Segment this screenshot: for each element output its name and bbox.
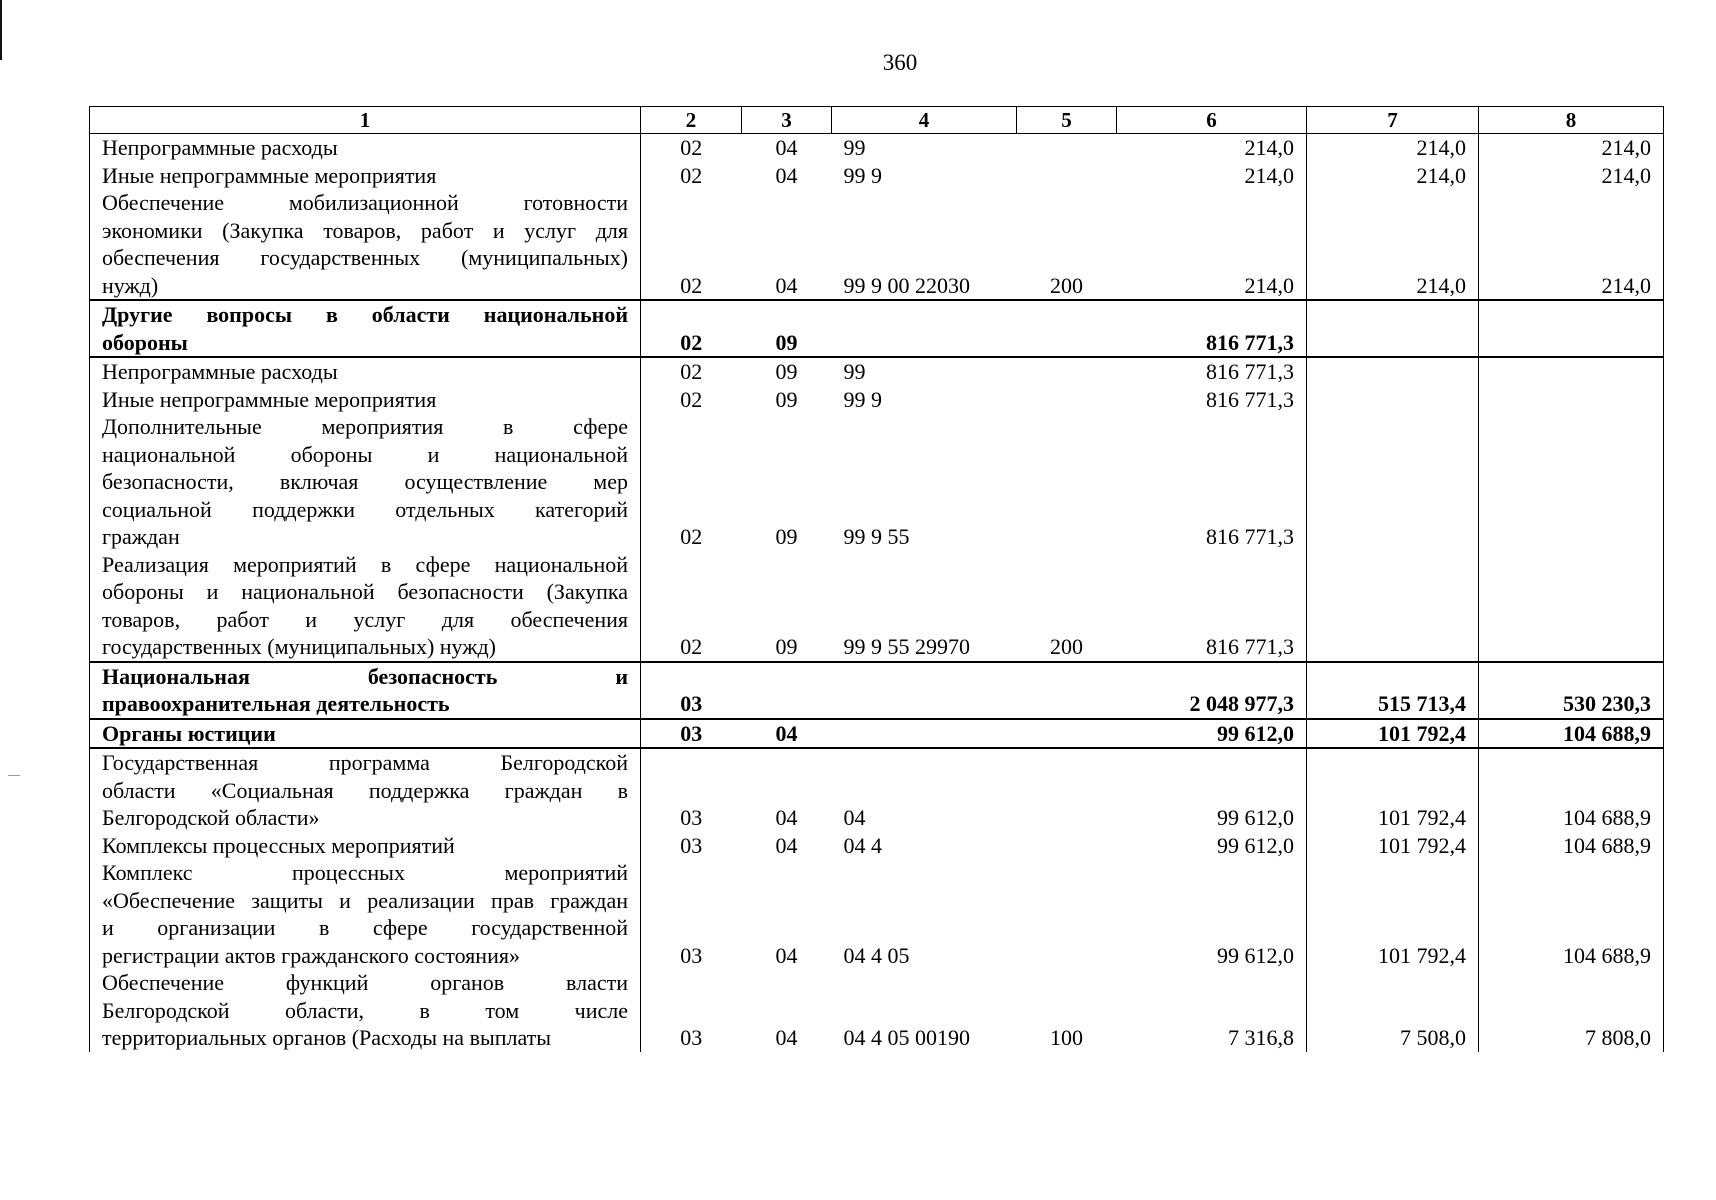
cell-c2: 03 <box>641 662 742 719</box>
cell-c3: 04 <box>742 719 832 749</box>
cell-c2: 03 <box>680 942 703 968</box>
row-name-line: обеспечения государственных (муниципальных) <box>102 245 628 270</box>
row-name-line: Непрограммные расходы <box>102 135 338 160</box>
table-row <box>90 357 1664 386</box>
cell-c7 <box>1307 386 1479 414</box>
row-name <box>90 189 641 300</box>
cell-c6: 99 612,0 <box>1117 859 1307 969</box>
row-name-line: экономики (Закупка товаров, работ и услуг для <box>102 217 628 243</box>
header-row <box>90 107 1664 134</box>
cell-c2: 02 <box>680 135 703 160</box>
row-name <box>90 719 641 749</box>
cell-c4: 99 9 55 <box>843 524 910 549</box>
cell-c6: 7 316,8 <box>1117 969 1307 1052</box>
table-row <box>90 832 1664 860</box>
cell-c6: 816 771,3 <box>1117 413 1307 551</box>
cell-c5 <box>1017 162 1117 190</box>
header-cell: 7 <box>1307 107 1479 134</box>
cell-c5: 100 <box>1050 1025 1083 1050</box>
cell-c3: 09 <box>775 524 798 549</box>
table-row <box>90 662 1664 719</box>
row-name <box>90 357 641 386</box>
cell-c3: 04 <box>775 272 798 298</box>
row-name-line: товаров, работ и услуг для обеспечения <box>102 606 628 632</box>
row-name <box>90 386 641 414</box>
cell-c8: 104 688,9 <box>1479 832 1664 860</box>
cell-c5 <box>1017 748 1117 832</box>
row-name-line: Дополнительные мероприятия в сфере <box>102 414 628 439</box>
row-name-line: Непрограммные расходы <box>102 359 338 384</box>
cell-c7: 7 508,0 <box>1307 969 1479 1052</box>
row-name-line: правоохранительная деятельность <box>102 691 450 716</box>
row-name-line: обороны <box>102 329 188 355</box>
cell-c8: 104 688,9 <box>1479 719 1664 749</box>
cell-c6: 99 612,0 <box>1117 748 1307 832</box>
header-cell: 4 <box>832 107 1017 134</box>
header-cell: 5 <box>1017 107 1117 134</box>
row-name <box>90 300 641 357</box>
cell-c6: 99 612,0 <box>1117 719 1307 749</box>
cell-c3: 09 <box>742 300 832 357</box>
cell-c7 <box>1307 551 1479 662</box>
cell-c7: 101 792,4 <box>1307 719 1479 749</box>
row-name <box>90 662 641 719</box>
row-name <box>90 134 641 162</box>
table-row <box>90 134 1664 162</box>
row-name-line: безопасности, включая осуществление мер <box>102 469 628 494</box>
row-name-line: Реализация мероприятий в сфере национальной <box>102 551 628 577</box>
cell-c4 <box>832 662 1017 719</box>
row-name <box>90 859 641 969</box>
row-name <box>90 748 641 832</box>
row-name-line: и организации в сфере государственной <box>102 915 628 940</box>
cell-c2: 03 <box>641 719 742 749</box>
cell-c4: 99 9 <box>843 162 882 188</box>
cell-c3: 04 <box>775 942 798 968</box>
row-name <box>90 413 641 551</box>
row-name-line: Другие вопросы в области национальной <box>102 302 628 327</box>
budget-table <box>89 106 1664 1052</box>
table-row <box>90 162 1664 190</box>
cell-c3: 09 <box>742 357 832 386</box>
cell-c4: 99 <box>832 357 1017 386</box>
cell-c6: 816 771,3 <box>1117 551 1307 662</box>
cell-c2: 02 <box>680 386 703 412</box>
row-name-line: национальной обороны и национальной <box>102 441 628 467</box>
row-name-line: государственных (муниципальных) нужд) <box>102 634 496 659</box>
cell-c8: 530 230,3 <box>1479 662 1664 719</box>
row-name-line: Государственная программа Белгородской <box>102 750 628 775</box>
cell-c4: 99 <box>843 135 866 160</box>
cell-c4 <box>832 300 1017 357</box>
cell-c4: 04 <box>832 748 1017 832</box>
cell-c5 <box>1017 859 1117 969</box>
row-name-line: Иные непрограммные мероприятия <box>102 162 437 188</box>
row-name-line: Обеспечение функций органов власти <box>102 970 628 995</box>
cell-c4: 04 4 05 <box>843 942 910 968</box>
cell-c6: 214,0 <box>1117 162 1307 190</box>
cell-c2: 02 <box>641 357 742 386</box>
cell-c7: 101 792,4 <box>1307 832 1479 860</box>
cell-c6: 816 771,3 <box>1117 300 1307 357</box>
table-row <box>90 386 1664 414</box>
cell-c6: 214,0 <box>1117 189 1307 300</box>
row-name-line: Комплексы процессных мероприятий <box>102 832 455 858</box>
cell-c2: 03 <box>641 748 742 832</box>
cell-c4: 04 4 05 00190 <box>843 1025 970 1050</box>
table-row <box>90 551 1664 662</box>
cell-c2: 03 <box>680 1025 703 1050</box>
cell-c5 <box>1017 832 1117 860</box>
cell-c7 <box>1307 357 1479 386</box>
row-name-line: обороны и национальной безопасности (Закупка <box>102 579 628 604</box>
cell-c3: 04 <box>775 162 798 188</box>
cell-c3: 04 <box>775 832 798 858</box>
row-name-line: «Обеспечение защиты и реализации прав граждан <box>102 887 628 913</box>
cell-c7: 101 792,4 <box>1307 748 1479 832</box>
row-name-line: территориальных органов (Расходы на выплаты <box>102 1025 552 1050</box>
row-name-line: Обеспечение мобилизационной готовности <box>102 190 628 215</box>
cell-c5: 200 <box>1050 634 1083 659</box>
cell-c8: 214,0 <box>1479 162 1664 190</box>
header-cell: 8 <box>1479 107 1664 134</box>
row-name <box>90 832 641 860</box>
header-cell: 6 <box>1117 107 1307 134</box>
cell-c5 <box>1017 134 1117 162</box>
cell-c6: 816 771,3 <box>1117 386 1307 414</box>
cell-c8 <box>1479 300 1664 357</box>
row-name-line: Белгородской области, в том числе <box>102 997 628 1023</box>
cell-c6: 99 612,0 <box>1117 832 1307 860</box>
row-name-line: регистрации актов гражданского состояния» <box>102 942 520 968</box>
margin-mark <box>8 775 20 776</box>
cell-c3: 04 <box>775 135 798 160</box>
cell-c2: 02 <box>680 272 703 298</box>
table-row <box>90 300 1664 357</box>
cell-c4: 04 4 <box>843 832 882 858</box>
cell-c3: 04 <box>742 748 832 832</box>
table-body <box>90 107 1664 1052</box>
cell-c5 <box>1017 662 1117 719</box>
cell-c3: 04 <box>775 1025 798 1050</box>
row-name-line: Иные непрограммные мероприятия <box>102 386 437 412</box>
header-cell: 3 <box>742 107 832 134</box>
cell-c7: 214,0 <box>1307 189 1479 300</box>
table-row <box>90 748 1664 832</box>
cell-c2: 02 <box>680 524 703 549</box>
cell-c2: 02 <box>680 162 703 188</box>
row-name <box>90 551 641 662</box>
cell-c8 <box>1479 551 1664 662</box>
cell-c3: 09 <box>775 634 798 659</box>
table-row <box>90 189 1664 300</box>
cell-c4: 99 9 55 29970 <box>843 634 970 659</box>
row-name-line: области «Социальная поддержка граждан в <box>102 777 628 803</box>
cell-c5 <box>1017 300 1117 357</box>
row-name-line: Органы юстиции <box>102 720 276 746</box>
cell-c4 <box>832 719 1017 749</box>
cell-c8 <box>1479 357 1664 386</box>
cell-c7: 214,0 <box>1307 134 1479 162</box>
cell-c7 <box>1307 300 1479 357</box>
cell-c3 <box>742 662 832 719</box>
cell-c8 <box>1479 386 1664 414</box>
cell-c4: 99 9 <box>843 386 882 412</box>
cell-c5 <box>1017 719 1117 749</box>
cell-c2: 02 <box>680 634 703 659</box>
row-name-line: Белгородской области» <box>102 805 320 830</box>
cell-c6: 816 771,3 <box>1117 357 1307 386</box>
cell-c8: 214,0 <box>1479 134 1664 162</box>
row-name <box>90 969 641 1052</box>
cell-c8 <box>1479 413 1664 551</box>
cell-c8: 104 688,9 <box>1479 748 1664 832</box>
cell-c2: 03 <box>680 832 703 858</box>
row-name <box>90 162 641 190</box>
cell-c7: 214,0 <box>1307 162 1479 190</box>
table-row <box>90 413 1664 551</box>
table-row <box>90 859 1664 969</box>
cell-c3: 09 <box>775 386 798 412</box>
header-cell: 1 <box>90 107 641 134</box>
cell-c8: 104 688,9 <box>1479 859 1664 969</box>
cell-c6: 2 048 977,3 <box>1117 662 1307 719</box>
cell-c2: 02 <box>641 300 742 357</box>
table-row <box>90 719 1664 749</box>
page-number: 360 <box>882 50 918 75</box>
cell-c7: 101 792,4 <box>1307 859 1479 969</box>
row-name-line: Национальная безопасность и <box>102 663 628 689</box>
cell-c7: 515 713,4 <box>1307 662 1479 719</box>
row-name-line: Комплекс процессных мероприятий <box>102 860 628 885</box>
cell-c6: 214,0 <box>1117 134 1307 162</box>
row-name-line: нужд) <box>102 272 159 298</box>
cell-c5 <box>1017 386 1117 414</box>
table-row <box>90 969 1664 1052</box>
cell-c4: 99 9 00 22030 <box>843 272 970 298</box>
row-name-line: граждан <box>102 524 180 549</box>
cell-c5: 200 <box>1050 272 1083 298</box>
cell-c8: 214,0 <box>1479 189 1664 300</box>
header-cell: 2 <box>641 107 742 134</box>
cell-c5 <box>1017 413 1117 551</box>
cell-c7 <box>1307 413 1479 551</box>
cell-c8: 7 808,0 <box>1479 969 1664 1052</box>
cell-c5 <box>1017 357 1117 386</box>
row-name-line: социальной поддержки отдельных категорий <box>102 496 628 522</box>
